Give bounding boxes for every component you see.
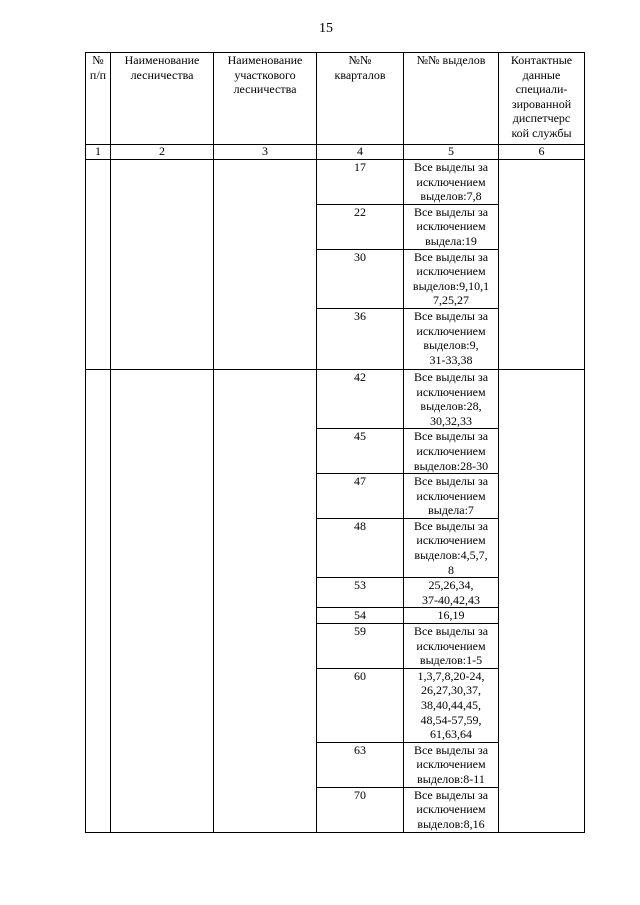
column-number-cell: 6 xyxy=(499,145,585,160)
kvartal-cell: 70 xyxy=(317,787,404,832)
vydely-cell: Все выделы за исключением выделов:8,16 xyxy=(404,787,499,832)
vydely-cell: Все выделы за исключением выделов:9, 31-33,38 xyxy=(404,308,499,369)
kvartal-cell: 48 xyxy=(317,518,404,577)
kvartal-cell: 54 xyxy=(317,608,404,624)
header-cell-contacts: Контактные данные специали- зированной диспетчерс кой службы xyxy=(499,53,585,145)
table-row xyxy=(86,160,585,205)
header-cell-vydely: №№ выделов xyxy=(404,53,499,145)
header-cell-lesnichestvo: Наименование лесничества xyxy=(111,53,214,145)
kvartal-cell: 59 xyxy=(317,624,404,669)
kvartal-cell: 36 xyxy=(317,308,404,369)
blank-cell xyxy=(499,160,585,370)
kvartal-cell: 30 xyxy=(317,249,404,308)
blank-cell xyxy=(86,160,111,370)
vydely-cell: Все выделы за исключением выдела:7 xyxy=(404,474,499,519)
vydely-cell: Все выделы за исключением выдела:19 xyxy=(404,204,499,249)
table-row xyxy=(86,369,585,428)
blank-cell xyxy=(111,369,214,832)
vydely-cell: Все выделы за исключением выделов:28, 30,32,33 xyxy=(404,369,499,428)
vydely-cell: Все выделы за исключением выделов:4,5,7, 8 xyxy=(404,518,499,577)
kvartal-cell: 17 xyxy=(317,160,404,205)
column-number-cell: 4 xyxy=(317,145,404,160)
kvartal-cell: 60 xyxy=(317,668,404,742)
table-header-row xyxy=(86,53,585,145)
header-cell-uchastkovoe: Наименование участкового лесничества xyxy=(214,53,317,145)
blank-cell xyxy=(499,369,585,832)
forest-districts-table xyxy=(85,52,585,833)
kvartal-cell: 53 xyxy=(317,578,404,608)
vydely-cell: Все выделы за исключением выделов:1-5 xyxy=(404,624,499,669)
vydely-cell: Все выделы за исключением выделов:7,8 xyxy=(404,160,499,205)
header-cell-kvartaly: №№ кварталов xyxy=(317,53,404,145)
blank-cell xyxy=(214,160,317,370)
page-number: 15 xyxy=(319,21,333,36)
kvartal-cell: 22 xyxy=(317,204,404,249)
column-number-cell: 5 xyxy=(404,145,499,160)
vydely-cell: 16,19 xyxy=(404,608,499,624)
vydely-cell: Все выделы за исключением выделов:8-11 xyxy=(404,742,499,787)
kvartal-cell: 47 xyxy=(317,474,404,519)
kvartal-cell: 45 xyxy=(317,429,404,474)
header-cell-number: № п/п xyxy=(86,53,111,145)
column-numbers-row xyxy=(86,145,585,160)
vydely-cell: Все выделы за исключением выделов:28-30 xyxy=(404,429,499,474)
blank-cell xyxy=(86,369,111,832)
column-number-cell: 3 xyxy=(214,145,317,160)
blank-cell xyxy=(111,160,214,370)
column-number-cell: 1 xyxy=(86,145,111,160)
blank-cell xyxy=(214,369,317,832)
kvartal-cell: 63 xyxy=(317,742,404,787)
column-number-cell: 2 xyxy=(111,145,214,160)
vydely-cell: 1,3,7,8,20-24, 26,27,30,37, 38,40,44,45, 48,54-57,59, 61,63,64 xyxy=(404,668,499,742)
kvartal-cell: 42 xyxy=(317,369,404,428)
vydely-cell: 25,26,34, 37-40,42,43 xyxy=(404,578,499,608)
vydely-cell: Все выделы за исключением выделов:9,10,1 7,25,27 xyxy=(404,249,499,308)
